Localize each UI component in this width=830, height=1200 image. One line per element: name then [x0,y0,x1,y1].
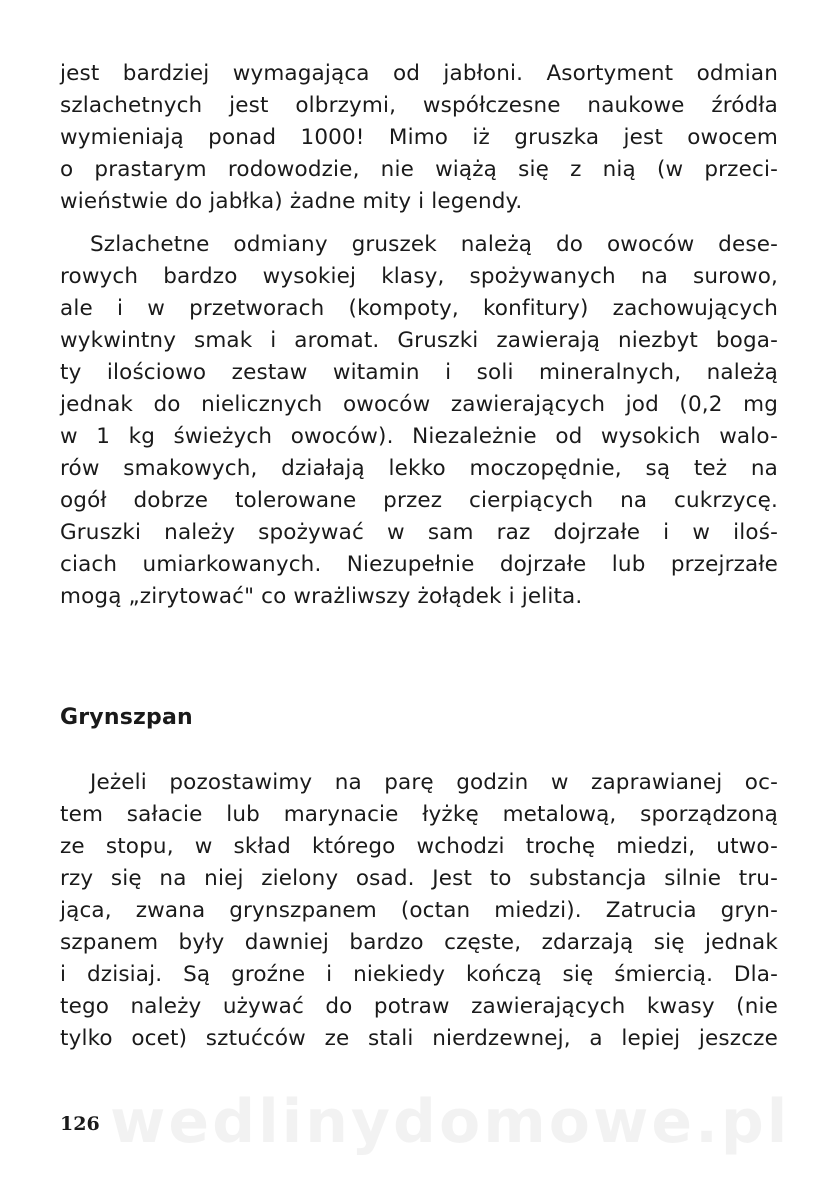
text-line: ze stopu, w skład którego wchodzi trochę miedzi, utwo- [60,834,778,859]
text-line: szlachetnych jest olbrzymi, współczesne naukowe źródła [60,93,778,118]
text-line: ogół dobrze tolerowane przez cierpiących na cukrzycę. [60,488,778,513]
text-line: szpanem były dawniej bardzo częste, zdarzają się jednak [60,930,778,955]
text-line: tylko ocet) sztućców ze stali nierdzewnej, a lepiej jeszcze [60,1026,778,1051]
text-line: wieństwie do jabłka) żadne mity i legendy. [60,189,523,214]
text-line: Szlachetne odmiany gruszek należą do owoców dese- [90,232,778,257]
text-line: ale i w przetworach (kompoty, konfitury) zachowujących [60,296,778,321]
text-line: Jeżeli pozostawimy na parę godzin w zaprawianej oc- [90,770,778,795]
text-line: Gruszki należy spożywać w sam raz dojrzałe i w iloś- [60,520,778,545]
section-heading: Grynszpan [60,705,193,730]
text-line: w 1 kg świeżych owoców). Niezależnie od wysokich walo- [60,424,778,449]
text-line: ciach umiarkowanych. Niezupełnie dojrzałe lub przejrzałe [60,552,778,577]
text-line: rowych bardzo wysokiej klasy, spożywanych na surowo, [60,264,778,289]
text-line: jest bardziej wymagająca od jabłoni. Asortyment odmian [60,61,778,86]
text-line: o prastarym rodowodzie, nie wiążą się z nią (w przeci- [60,157,778,182]
text-line: jednak do nielicznych owoców zawierających jod (0,2 mg [60,392,778,417]
text-line: i dzisiaj. Są groźne i niekiedy kończą się śmiercią. Dla- [60,962,778,987]
page-number: 126 [60,1113,100,1135]
text-line: wymieniają ponad 1000! Mimo iż gruszka jest owocem [60,125,778,150]
text-line: tego należy używać do potraw zawierających kwasy (nie [60,994,778,1019]
watermark: wedlinydomowe.pl [110,1087,791,1157]
text-line: jąca, zwana grynszpanem (octan miedzi). Zatrucia gryn- [60,898,778,923]
text-line: ty ilościowo zestaw witamin i soli mineralnych, należą [60,360,778,385]
text-line: tem sałacie lub marynacie łyżkę metalową, sporządzoną [60,802,778,827]
text-line: mogą „zirytować" co wrażliwszy żołądek i jelita. [60,584,583,609]
text-line: rzy się na niej zielony osad. Jest to substancja silnie tru- [60,866,778,891]
text-line: rów smakowych, działają lekko moczopędnie, są też na [60,456,778,481]
text-line: wykwintny smak i aromat. Gruszki zawierają niezbyt boga- [60,328,778,353]
